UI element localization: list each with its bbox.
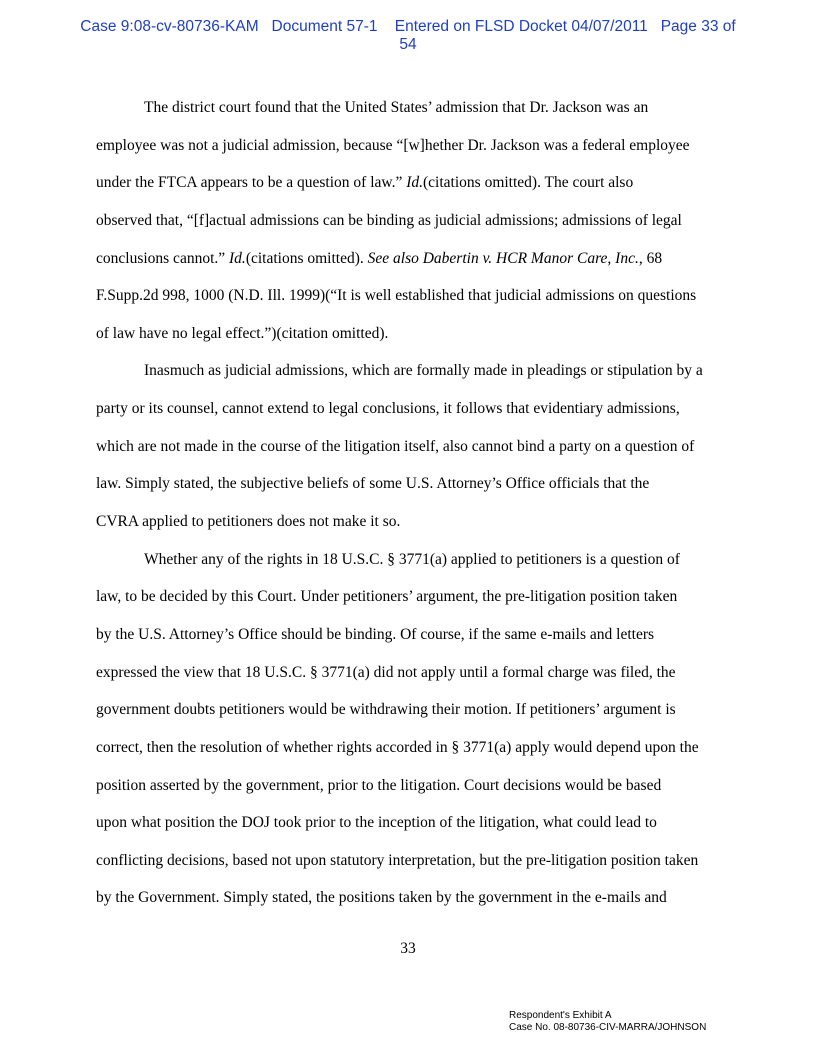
text-line: party or its counsel, cannot extend to legal conclusions, it follows that evidentiary admissions, xyxy=(96,400,680,418)
text-line: correct, then the resolution of whether rights accorded in § 3771(a) apply would depend upon the xyxy=(96,738,699,756)
citation-id: Id. xyxy=(406,174,424,192)
text-segment: , 68 xyxy=(638,249,663,267)
text-line: of law have no legal effect.”)(citation omitted). xyxy=(96,324,389,342)
text-segment: (citations omitted). xyxy=(245,249,368,267)
text-line: position asserted by the government, prior to the litigation. Court decisions would be based xyxy=(96,776,662,794)
text-line: by the U.S. Attorney’s Office should be binding. Of course, if the same e-mails and letters xyxy=(96,625,655,643)
document-body xyxy=(96,94,721,922)
text-line xyxy=(96,245,721,283)
text-line: upon what position the DOJ took prior to the inception of the litigation, what could lead to xyxy=(96,814,657,832)
text-line: government doubts petitioners would be withdrawing their motion. If petitioners’ argument is xyxy=(96,701,676,719)
court-filing-header xyxy=(0,18,816,54)
case-citation: See also Dabertin v. HCR Manor Care, Inc. xyxy=(367,249,639,267)
header-line-1: Case 9:08-cv-80736-KAM Document 57-1 Entered on FLSD Docket 04/07/2011 Page 33 of xyxy=(80,18,736,35)
header-line-2: 54 xyxy=(399,36,417,53)
exhibit-footer xyxy=(509,1010,706,1034)
text-line: Inasmuch as judicial admissions, which are formally made in pleadings or stipulation by a xyxy=(144,362,703,380)
citation-id: Id. xyxy=(229,249,246,267)
text-line: CVRA applied to petitioners does not make it so. xyxy=(96,513,401,531)
paragraph-3 xyxy=(96,546,721,922)
paragraph-2 xyxy=(96,357,721,545)
text-line: F.Supp.2d 998, 1000 (N.D. Ill. 1999)(“It is well established that judicial admissions on questions xyxy=(96,287,697,305)
text-line: employee was not a judicial admission, because “[w]hether Dr. Jackson was a federal employee xyxy=(96,136,690,154)
paragraph-1 xyxy=(96,94,721,357)
text-line: expressed the view that 18 U.S.C. § 3771(a) did not apply until a formal charge was filed, the xyxy=(96,663,676,681)
text-line xyxy=(96,169,721,207)
text-line: observed that, “[f]actual admissions can be binding as judicial admissions; admissions of legal xyxy=(96,211,682,229)
page-number: 33 xyxy=(400,940,416,957)
text-line: law. Simply stated, the subjective beliefs of some U.S. Attorney’s Office officials that the xyxy=(96,475,650,493)
text-segment: (citations omitted). The court also xyxy=(423,174,634,192)
footer-line-2: Case No. 08-80736-CIV-MARRA/JOHNSON xyxy=(509,1022,707,1033)
footer-line-1: Respondent's Exhibit A xyxy=(509,1010,612,1021)
text-line: The district court found that the United States’ admission that Dr. Jackson was an xyxy=(144,99,649,116)
text-line: law, to be decided by this Court. Under petitioners’ argument, the pre-litigation position taken xyxy=(96,588,678,606)
text-line: conflicting decisions, based not upon statutory interpretation, but the pre-litigation position taken xyxy=(96,851,699,869)
text-line: Whether any of the rights in 18 U.S.C. § 3771(a) applied to petitioners is a question of xyxy=(144,550,680,568)
text-line: which are not made in the course of the litigation itself, also cannot bind a party on a question of xyxy=(96,437,695,455)
text-line: by the Government. Simply stated, the positions taken by the government in the e-mails and xyxy=(96,889,667,907)
text-segment: conclusions cannot.” xyxy=(96,249,230,267)
text-segment: under the FTCA appears to be a question of law.” xyxy=(96,174,407,192)
